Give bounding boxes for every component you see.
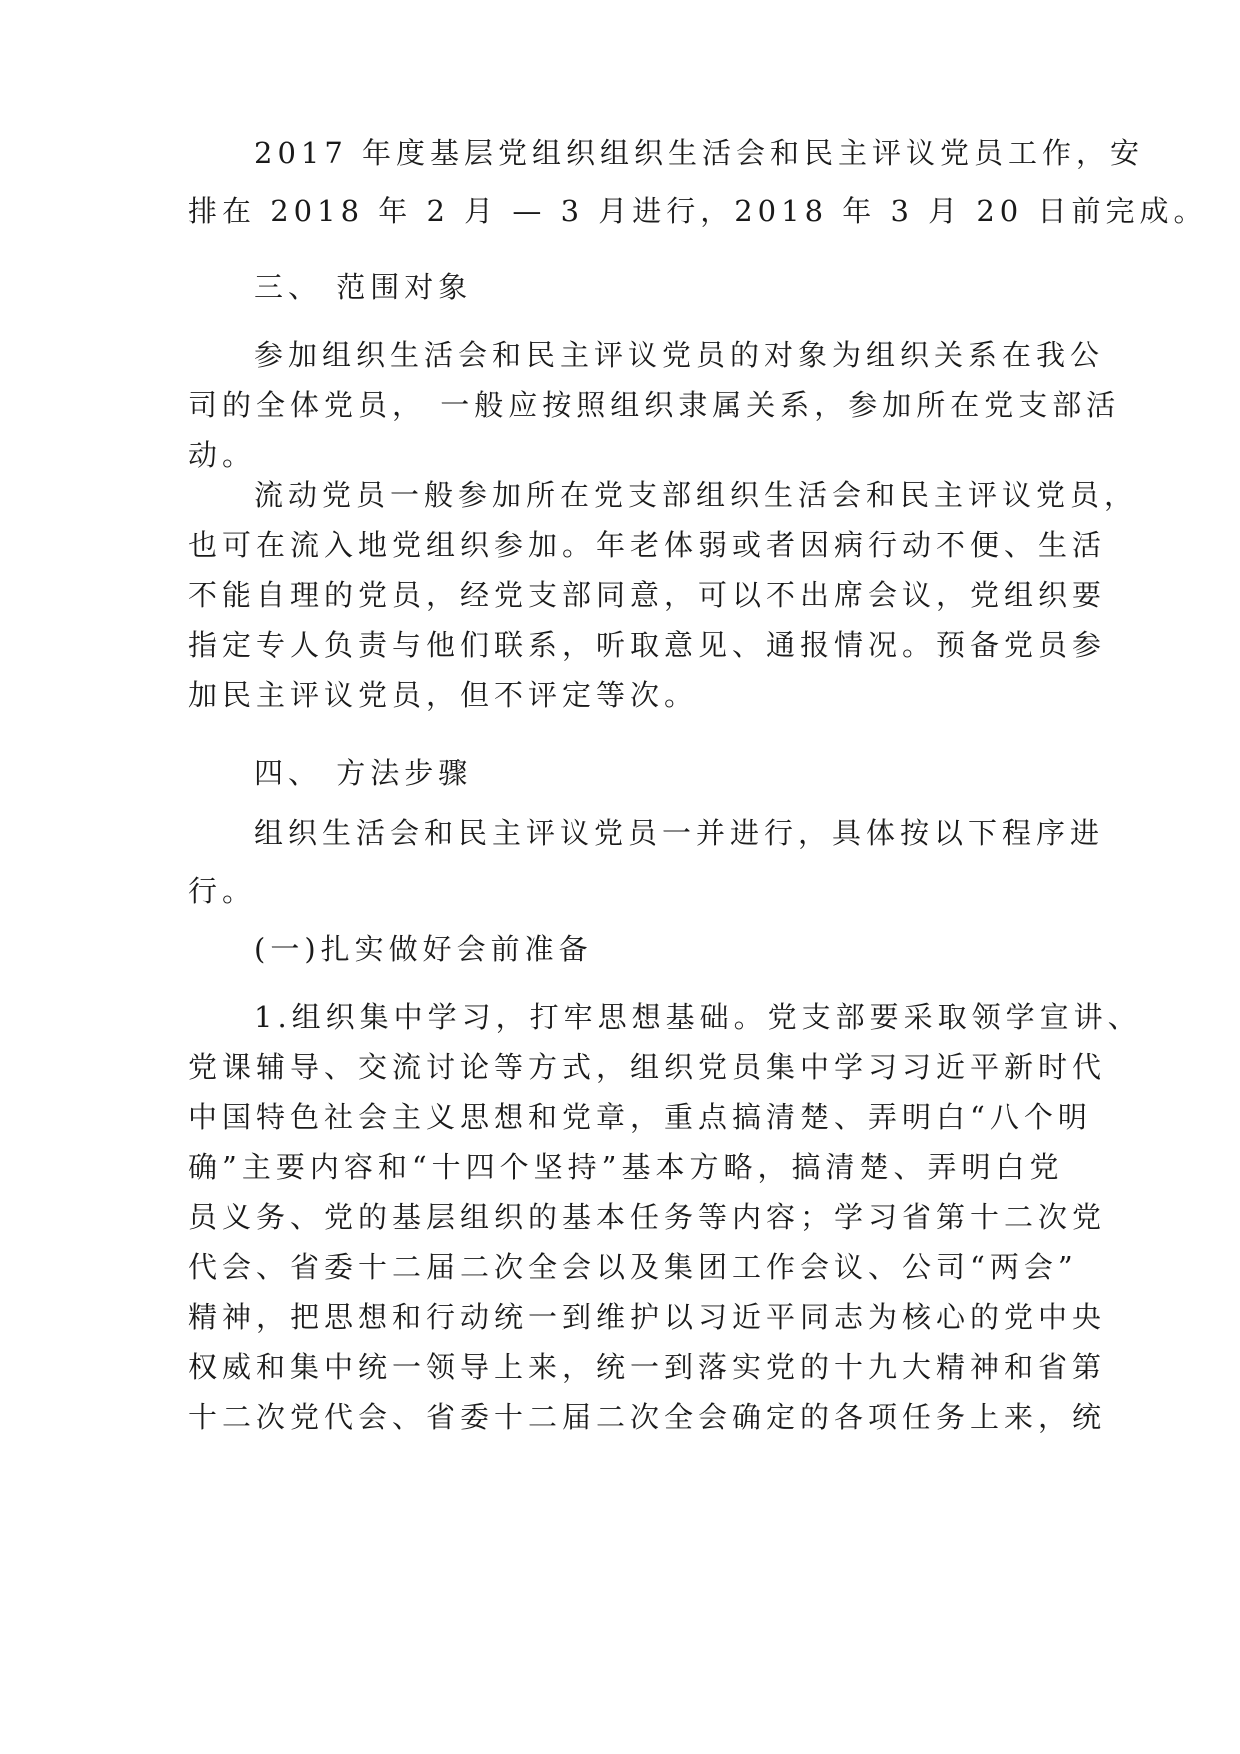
heading-line: 四、 方法步骤: [254, 756, 473, 790]
text-line: 加民主评议党员，但不评定等次。: [188, 678, 699, 712]
heading-line: 三、 范围对象: [254, 270, 473, 304]
text-line: 动。: [188, 438, 257, 472]
heading-line: (一)扎实做好会前准备: [254, 932, 593, 966]
text-line: 精神，把思想和行动统一到维护以习近平同志为核心的党中央: [188, 1300, 1107, 1334]
text-line: 1.组织集中学习，打牢思想基础。党支部要采取领学宣讲、: [254, 1000, 1142, 1034]
text-line: 参加组织生活会和民主评议党员的对象为组织关系在我公: [254, 338, 1105, 372]
text-line: 也可在流入地党组织参加。年老体弱或者因病行动不便、生活: [188, 528, 1107, 562]
text-line: 排在 2018 年 2 月 — 3 月进行，2018 年 3 月 20 日前完成。: [188, 194, 1208, 228]
section-heading-methods: [188, 748, 1048, 798]
text-line: 不能自理的党员，经党支部同意，可以不出席会议，党组织要: [188, 578, 1107, 612]
paragraph-scope: [188, 330, 1121, 480]
text-line: 党课辅导、交流讨论等方式，组织党员集中学习习近平新时代: [188, 1050, 1107, 1084]
text-line: 流动党员一般参加所在党支部组织生活会和民主评议党员，: [254, 478, 1139, 512]
text-line: 中国特色社会主义思想和党章，重点搞清楚、弄明白“八个明: [188, 1100, 1092, 1134]
paragraph-schedule: [188, 128, 1208, 236]
text-line: 员义务、党的基层组织的基本任务等内容；学习省第十二次党: [188, 1200, 1107, 1234]
text-line: 代会、省委十二届二次全会以及集团工作会议、公司“两会”: [188, 1250, 1078, 1284]
text-line: 指定专人负责与他们联系，听取意见、通报情况。预备党员参: [188, 628, 1107, 662]
text-line: 2017 年度基层党组织组织生活会和民主评议党员工作，安: [254, 136, 1145, 170]
paragraph-mobile-members: [188, 470, 1139, 720]
paragraph-centralized-study: [188, 992, 1142, 1442]
text-line: 权威和集中统一领导上来，统一到落实党的十九大精神和省第: [188, 1350, 1107, 1384]
section-heading-scope: [188, 262, 1048, 312]
text-line: 十二次党代会、省委十二届二次全会确定的各项任务上来，统: [188, 1400, 1107, 1434]
paragraph-methods-intro: [188, 808, 1105, 916]
text-line: 行。: [188, 874, 257, 908]
text-line: 确”主要内容和“十四个坚持”基本方略，搞清楚、弄明白党: [188, 1150, 1064, 1184]
subsection-heading-preparation: [188, 924, 1048, 974]
text-line: 组织生活会和民主评议党员一并进行，具体按以下程序进: [254, 816, 1105, 850]
text-line: 司的全体党员， 一般应按照组织隶属关系，参加所在党支部活: [188, 388, 1121, 422]
